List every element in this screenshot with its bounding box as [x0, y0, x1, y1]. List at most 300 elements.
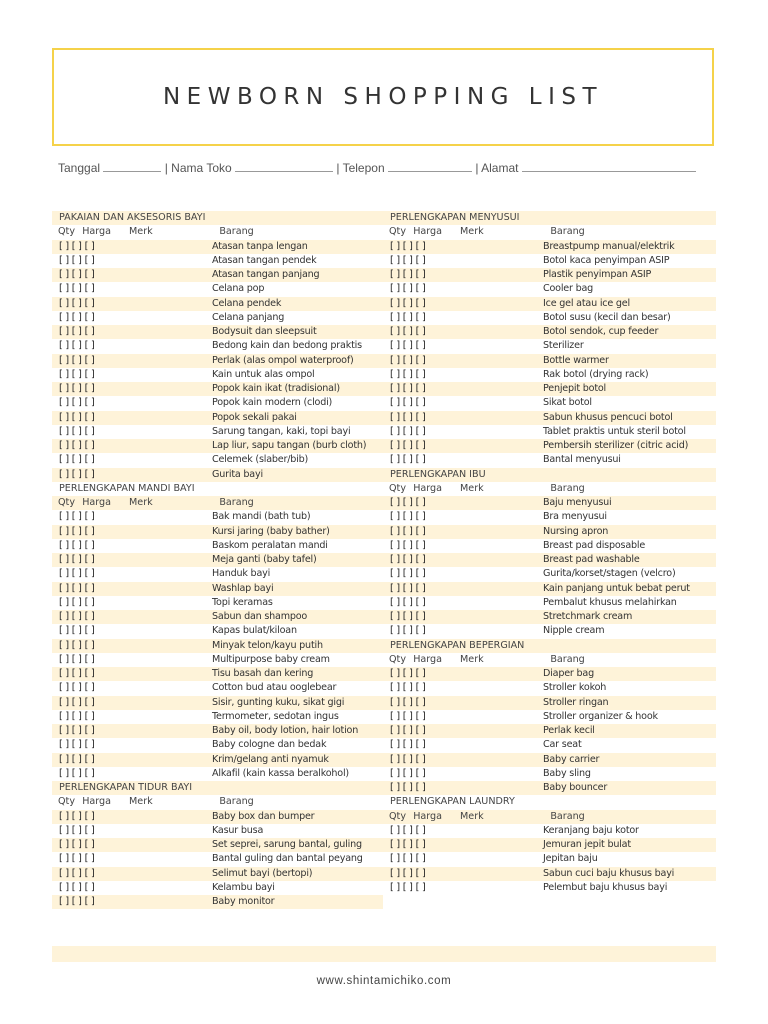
- item-brackets[interactable]: [ ] [ ] [ ]: [390, 497, 426, 508]
- item-brackets[interactable]: [ ] [ ] [ ]: [59, 596, 95, 608]
- header-qty: Qty: [58, 497, 75, 508]
- item-brackets[interactable]: [ ] [ ] [ ]: [59, 767, 95, 779]
- item-name: Celana pendek: [212, 297, 282, 309]
- item-brackets[interactable]: [ ] [ ] [ ]: [390, 582, 426, 594]
- list-item[interactable]: [383, 268, 716, 282]
- list-item[interactable]: [383, 781, 716, 795]
- list-item[interactable]: [52, 881, 383, 895]
- item-brackets[interactable]: [ ] [ ] [ ]: [59, 554, 95, 565]
- header-merk: Merk: [460, 653, 484, 665]
- item-brackets[interactable]: [ ] [ ] [ ]: [59, 411, 95, 423]
- item-brackets[interactable]: [ ] [ ] [ ]: [59, 269, 95, 280]
- list-item[interactable]: [383, 354, 716, 368]
- item-name: Cooler bag: [543, 283, 594, 295]
- list-item[interactable]: [383, 282, 716, 296]
- item-brackets[interactable]: [ ] [ ] [ ]: [59, 824, 95, 836]
- item-brackets[interactable]: [ ] [ ] [ ]: [390, 881, 426, 893]
- item-brackets[interactable]: [ ] [ ] [ ]: [59, 383, 95, 394]
- item-brackets[interactable]: [ ] [ ] [ ]: [390, 839, 426, 850]
- list-item[interactable]: [383, 525, 716, 539]
- list-item[interactable]: [52, 610, 383, 624]
- nama-toko-field[interactable]: [235, 161, 333, 172]
- item-name: Topi keramas: [212, 596, 273, 608]
- list-item[interactable]: [52, 411, 383, 425]
- item-brackets[interactable]: [ ] [ ] [ ]: [390, 340, 426, 352]
- item-brackets[interactable]: [ ] [ ] [ ]: [59, 368, 95, 380]
- list-item[interactable]: [383, 339, 716, 353]
- item-name: Baby sling: [543, 767, 591, 779]
- list-item[interactable]: [383, 453, 716, 467]
- list-item[interactable]: [52, 425, 383, 439]
- item-brackets[interactable]: [ ] [ ] [ ]: [59, 582, 95, 594]
- list-item[interactable]: [383, 240, 716, 254]
- list-item[interactable]: [383, 767, 716, 781]
- item-name: Celemek (slaber/bib): [212, 454, 309, 466]
- header-harga: Harga: [413, 226, 443, 238]
- list-item[interactable]: [52, 382, 383, 396]
- item-name: Stroller ringan: [543, 696, 609, 708]
- item-name: Sabun khusus pencuci botol: [543, 411, 673, 423]
- list-item[interactable]: [52, 852, 383, 866]
- item-brackets[interactable]: [ ] [ ] [ ]: [390, 725, 426, 736]
- item-brackets[interactable]: [ ] [ ] [ ]: [390, 326, 426, 337]
- header-qty: Qty: [389, 810, 406, 822]
- section-title: PERLENGKAPAN MANDI BAYI: [59, 482, 195, 494]
- left-column: [52, 211, 383, 909]
- header-barang: Barang: [219, 796, 254, 808]
- item-name: Bedong kain dan bedong praktis: [212, 340, 362, 352]
- list-item[interactable]: [383, 881, 716, 895]
- item-brackets[interactable]: [ ] [ ] [ ]: [390, 297, 426, 309]
- list-item[interactable]: [52, 838, 383, 852]
- header-harga: Harga: [82, 497, 112, 508]
- list-item[interactable]: [383, 724, 716, 738]
- item-brackets[interactable]: [ ] [ ] [ ]: [59, 326, 95, 337]
- item-name: Botol susu (kecil dan besar): [543, 311, 671, 323]
- item-name: Baby oil, body lotion, hair lotion: [212, 725, 359, 736]
- item-brackets[interactable]: [ ] [ ] [ ]: [59, 682, 95, 694]
- item-brackets[interactable]: [ ] [ ] [ ]: [59, 311, 95, 323]
- list-item[interactable]: [383, 311, 716, 325]
- item-brackets[interactable]: [ ] [ ] [ ]: [59, 568, 95, 580]
- list-item[interactable]: [383, 254, 716, 268]
- item-brackets[interactable]: [ ] [ ] [ ]: [59, 525, 95, 537]
- list-item[interactable]: [383, 867, 716, 881]
- item-name: Sikat botol: [543, 397, 592, 409]
- list-item[interactable]: [383, 368, 716, 382]
- column-header: [383, 810, 716, 824]
- item-name: Popok kain modern (clodi): [212, 397, 333, 409]
- item-name: Bantal menyusui: [543, 454, 621, 466]
- tanggal-label: Tanggal: [58, 161, 101, 175]
- item-name: Sisir, gunting kuku, sikat gigi: [212, 696, 345, 708]
- item-name: Rak botol (drying rack): [543, 368, 649, 380]
- list-item[interactable]: [52, 311, 383, 325]
- item-brackets[interactable]: [ ] [ ] [ ]: [59, 425, 95, 437]
- header-merk: Merk: [460, 226, 484, 238]
- list-item[interactable]: [383, 667, 716, 681]
- column-header: [383, 653, 716, 667]
- list-item[interactable]: [383, 696, 716, 710]
- header-qty: Qty: [389, 653, 406, 665]
- item-brackets[interactable]: [ ] [ ] [ ]: [390, 696, 426, 708]
- item-name: Kain panjang untuk bebat perut: [543, 582, 690, 594]
- list-item[interactable]: [52, 368, 383, 382]
- item-brackets[interactable]: [ ] [ ] [ ]: [59, 696, 95, 708]
- list-item[interactable]: [52, 453, 383, 467]
- item-brackets[interactable]: [ ] [ ] [ ]: [390, 853, 426, 865]
- item-brackets[interactable]: [ ] [ ] [ ]: [59, 867, 95, 879]
- item-name: Kelambu bayi: [212, 881, 275, 893]
- list-item[interactable]: [383, 510, 716, 524]
- item-name: Penjepit botol: [543, 383, 607, 394]
- item-name: Baby carrier: [543, 753, 600, 765]
- item-name: Kain untuk alas ompol: [212, 368, 315, 380]
- item-name: Pelembut baju khusus bayi: [543, 881, 668, 893]
- item-brackets[interactable]: [ ] [ ] [ ]: [59, 653, 95, 665]
- item-name: Kapas bulat/kiloan: [212, 625, 297, 637]
- item-name: Meja ganti (baby tafel): [212, 554, 317, 565]
- item-brackets[interactable]: [ ] [ ] [ ]: [59, 710, 95, 722]
- list-item[interactable]: [52, 767, 383, 781]
- list-item[interactable]: [383, 852, 716, 866]
- list-item[interactable]: [52, 339, 383, 353]
- item-brackets[interactable]: [ ] [ ] [ ]: [59, 639, 95, 651]
- list-item[interactable]: [52, 724, 383, 738]
- list-item[interactable]: [383, 297, 716, 311]
- item-brackets[interactable]: [ ] [ ] [ ]: [59, 440, 95, 451]
- header-barang: Barang: [550, 226, 585, 238]
- item-name: Celana pop: [212, 283, 265, 295]
- list-item[interactable]: [52, 824, 383, 838]
- header-harga: Harga: [413, 482, 443, 494]
- item-brackets[interactable]: [ ] [ ] [ ]: [390, 454, 426, 466]
- item-brackets[interactable]: [ ] [ ] [ ]: [59, 896, 95, 907]
- list-item[interactable]: [383, 553, 716, 567]
- list-item[interactable]: [52, 282, 383, 296]
- list-item[interactable]: [383, 411, 716, 425]
- item-name: Krim/gelang anti nyamuk: [212, 753, 329, 765]
- header-merk: Merk: [129, 226, 153, 238]
- item-brackets[interactable]: [ ] [ ] [ ]: [59, 539, 95, 551]
- list-item[interactable]: [52, 525, 383, 539]
- item-name: Stretchmark cream: [543, 611, 633, 622]
- item-brackets[interactable]: [ ] [ ] [ ]: [59, 511, 95, 523]
- item-name: Ice gel atau ice gel: [543, 297, 630, 309]
- list-item[interactable]: [383, 738, 716, 752]
- item-brackets[interactable]: [ ] [ ] [ ]: [59, 340, 95, 352]
- item-brackets[interactable]: [ ] [ ] [ ]: [390, 368, 426, 380]
- item-brackets[interactable]: [ ] [ ] [ ]: [390, 397, 426, 409]
- item-name: Gurita/korset/stagen (velcro): [543, 568, 676, 580]
- item-name: Keranjang baju kotor: [543, 824, 639, 836]
- item-brackets[interactable]: [ ] [ ] [ ]: [390, 625, 426, 637]
- list-item[interactable]: [52, 268, 383, 282]
- item-name: Baskom peralatan mandi: [212, 539, 328, 551]
- item-name: Kursi jaring (baby bather): [212, 525, 330, 537]
- title-box: [52, 48, 714, 146]
- item-brackets[interactable]: [ ] [ ] [ ]: [390, 269, 426, 280]
- list-item[interactable]: [383, 496, 716, 510]
- item-brackets[interactable]: [ ] [ ] [ ]: [59, 668, 95, 679]
- header-barang: Barang: [219, 497, 254, 508]
- alamat-label: | Alamat: [475, 161, 519, 175]
- item-name: Pembalut khusus melahirkan: [543, 596, 677, 608]
- list-item[interactable]: [52, 696, 383, 710]
- list-item[interactable]: [52, 596, 383, 610]
- item-brackets[interactable]: [ ] [ ] [ ]: [390, 411, 426, 423]
- item-name: Sabun cuci baju khusus bayi: [543, 867, 675, 879]
- item-brackets[interactable]: [ ] [ ] [ ]: [390, 283, 426, 295]
- item-name: Popok sekali pakai: [212, 411, 297, 423]
- section-title: PERLENGKAPAN MENYUSUI: [383, 211, 716, 225]
- item-name: Bantal guling dan bantal peyang: [212, 853, 363, 865]
- item-name: Perlak (alas ompol waterproof): [212, 354, 354, 366]
- header-merk: Merk: [460, 810, 484, 822]
- header-harga: Harga: [413, 810, 443, 822]
- item-name: Jemuran jepit bulat: [543, 839, 631, 850]
- item-name: Baby monitor: [212, 896, 275, 907]
- item-brackets[interactable]: [ ] [ ] [ ]: [390, 240, 426, 252]
- column-header: [383, 482, 716, 496]
- list-item[interactable]: [52, 325, 383, 339]
- list-item[interactable]: [52, 710, 383, 724]
- item-brackets[interactable]: [ ] [ ] [ ]: [390, 511, 426, 523]
- header-harga: Harga: [413, 653, 443, 665]
- item-brackets[interactable]: [ ] [ ] [ ]: [390, 611, 426, 622]
- item-brackets[interactable]: [ ] [ ] [ ]: [390, 383, 426, 394]
- list-item[interactable]: [383, 582, 716, 596]
- item-name: Atasan tangan panjang: [212, 269, 320, 280]
- item-name: Baju menyusui: [543, 497, 612, 508]
- list-item[interactable]: [52, 539, 383, 553]
- item-brackets[interactable]: [ ] [ ] [ ]: [390, 710, 426, 722]
- header-harga: Harga: [82, 796, 112, 808]
- item-name: Nipple cream: [543, 625, 605, 637]
- item-name: Botol sendok, cup feeder: [543, 326, 659, 337]
- section-title: PERLENGKAPAN BEPERGIAN: [383, 639, 716, 653]
- item-name: Tisu basah dan kering: [212, 668, 314, 679]
- list-item[interactable]: [52, 439, 383, 453]
- alamat-field[interactable]: [522, 161, 696, 172]
- item-name: Lap liur, sapu tangan (burb cloth): [212, 440, 367, 451]
- item-brackets[interactable]: [ ] [ ] [ ]: [59, 468, 95, 480]
- item-brackets[interactable]: [ ] [ ] [ ]: [59, 839, 95, 850]
- item-brackets[interactable]: [ ] [ ] [ ]: [390, 767, 426, 779]
- list-item[interactable]: [383, 710, 716, 724]
- item-brackets[interactable]: [ ] [ ] [ ]: [59, 753, 95, 765]
- section-title: PERLENGKAPAN LAUNDRY: [390, 796, 515, 808]
- item-name: Cotton bud atau ooglebear: [212, 682, 337, 694]
- item-brackets[interactable]: [ ] [ ] [ ]: [390, 782, 426, 793]
- item-brackets[interactable]: [ ] [ ] [ ]: [390, 440, 426, 451]
- list-item[interactable]: [383, 396, 716, 410]
- item-name: Bodysuit dan sleepsuit: [212, 326, 317, 337]
- item-brackets[interactable]: [ ] [ ] [ ]: [59, 739, 95, 751]
- item-brackets[interactable]: [ ] [ ] [ ]: [59, 297, 95, 309]
- header-qty: Qty: [58, 796, 75, 808]
- item-brackets[interactable]: [ ] [ ] [ ]: [390, 568, 426, 580]
- list-item[interactable]: [52, 867, 383, 881]
- item-name: Stroller organizer & hook: [543, 710, 658, 722]
- footer-url[interactable]: www.shintamichiko.com: [316, 975, 452, 987]
- header-barang: Barang: [550, 810, 585, 822]
- header-barang: Barang: [550, 482, 585, 494]
- column-header: [52, 496, 383, 510]
- header-harga: Harga: [82, 226, 112, 238]
- list-item[interactable]: [52, 468, 383, 482]
- item-brackets[interactable]: [ ] [ ] [ ]: [59, 810, 95, 822]
- item-name: Sabun dan shampoo: [212, 611, 308, 622]
- item-brackets[interactable]: [ ] [ ] [ ]: [390, 311, 426, 323]
- list-item[interactable]: [383, 439, 716, 453]
- item-name: Jepitan baju: [543, 853, 598, 865]
- item-name: Termometer, sedotan ingus: [212, 710, 339, 722]
- list-item[interactable]: [383, 596, 716, 610]
- list-item[interactable]: [383, 753, 716, 767]
- list-item[interactable]: [52, 254, 383, 268]
- item-name: Stroller kokoh: [543, 682, 607, 694]
- item-name: Alkafil (kain kassa beralkohol): [212, 767, 349, 779]
- item-name: Washlap bayi: [212, 582, 274, 594]
- item-brackets[interactable]: [ ] [ ] [ ]: [59, 240, 95, 252]
- item-brackets[interactable]: [ ] [ ] [ ]: [390, 668, 426, 679]
- section-title: PAKAIAN DAN AKSESORIS BAYI: [52, 211, 383, 225]
- item-name: Sterilizer: [543, 340, 584, 352]
- item-name: Baby box dan bumper: [212, 810, 315, 822]
- item-name: Perlak kecil: [543, 725, 595, 736]
- header-merk: Merk: [129, 497, 153, 508]
- list-item[interactable]: [52, 738, 383, 752]
- item-name: Breastpump manual/elektrik: [543, 240, 675, 252]
- header-qty: Qty: [389, 226, 406, 238]
- item-brackets[interactable]: [ ] [ ] [ ]: [390, 354, 426, 366]
- list-item[interactable]: [383, 567, 716, 581]
- item-name: Pembersih sterilizer (citric acid): [543, 440, 689, 451]
- list-item[interactable]: [383, 325, 716, 339]
- list-item[interactable]: [52, 895, 383, 909]
- item-brackets[interactable]: [ ] [ ] [ ]: [59, 625, 95, 637]
- item-name: Tablet praktis untuk steril botol: [543, 425, 686, 437]
- item-name: Bra menyusui: [543, 511, 607, 523]
- item-brackets[interactable]: [ ] [ ] [ ]: [390, 596, 426, 608]
- header-merk: Merk: [129, 796, 153, 808]
- right-column: [383, 211, 716, 895]
- list-item[interactable]: [383, 610, 716, 624]
- list-item[interactable]: [52, 653, 383, 667]
- item-name: Breast pad washable: [543, 554, 640, 565]
- nama-toko-label: | Nama Toko: [164, 161, 232, 175]
- item-name: Handuk bayi: [212, 568, 271, 580]
- item-name: Bak mandi (bath tub): [212, 511, 311, 523]
- list-item[interactable]: [383, 824, 716, 838]
- header-barang: Barang: [550, 653, 585, 665]
- item-name: Multipurpose baby cream: [212, 653, 330, 665]
- list-item[interactable]: [52, 639, 383, 653]
- list-item[interactable]: [383, 681, 716, 695]
- item-name: Botol kaca penyimpan ASIP: [543, 254, 670, 266]
- list-item[interactable]: [52, 624, 383, 638]
- list-item[interactable]: [52, 240, 383, 254]
- column-header: [383, 225, 716, 239]
- list-item[interactable]: [383, 539, 716, 553]
- item-brackets[interactable]: [ ] [ ] [ ]: [390, 254, 426, 266]
- item-brackets[interactable]: [ ] [ ] [ ]: [59, 354, 95, 366]
- item-name: Baby bouncer: [543, 782, 608, 793]
- section-title: PERLENGKAPAN IBU: [383, 468, 716, 482]
- telepon-field[interactable]: [388, 161, 472, 172]
- item-brackets[interactable]: [ ] [ ] [ ]: [390, 425, 426, 437]
- list-item[interactable]: [52, 681, 383, 695]
- column-header: [52, 795, 383, 809]
- item-name: Celana panjang: [212, 311, 285, 323]
- footer-bar: [52, 946, 716, 962]
- item-name: Gurita bayi: [212, 468, 263, 480]
- list-item[interactable]: [52, 396, 383, 410]
- item-brackets[interactable]: [ ] [ ] [ ]: [59, 283, 95, 295]
- item-brackets[interactable]: [ ] [ ] [ ]: [390, 539, 426, 551]
- item-name: Popok kain ikat (tradisional): [212, 383, 340, 394]
- item-name: Sarung tangan, kaki, topi bayi: [212, 425, 351, 437]
- item-brackets[interactable]: [ ] [ ] [ ]: [390, 753, 426, 765]
- list-item[interactable]: [383, 425, 716, 439]
- list-item[interactable]: [52, 753, 383, 767]
- list-item[interactable]: [52, 567, 383, 581]
- item-brackets[interactable]: [ ] [ ] [ ]: [59, 454, 95, 466]
- header-barang: Barang: [219, 226, 254, 238]
- section-title: PERLENGKAPAN TIDUR BAYI: [52, 781, 383, 795]
- item-brackets[interactable]: [ ] [ ] [ ]: [59, 397, 95, 409]
- item-brackets[interactable]: [ ] [ ] [ ]: [390, 824, 426, 836]
- list-item[interactable]: [52, 667, 383, 681]
- info-line: [58, 161, 714, 175]
- item-brackets[interactable]: [ ] [ ] [ ]: [390, 682, 426, 694]
- item-brackets[interactable]: [ ] [ ] [ ]: [390, 525, 426, 537]
- list-item[interactable]: [52, 354, 383, 368]
- item-brackets[interactable]: [ ] [ ] [ ]: [59, 853, 95, 865]
- item-name: Kasur busa: [212, 824, 264, 836]
- list-item[interactable]: [52, 510, 383, 524]
- item-name: Minyak telon/kayu putih: [212, 639, 323, 651]
- list-item[interactable]: [52, 553, 383, 567]
- list-item[interactable]: [52, 582, 383, 596]
- item-brackets[interactable]: [ ] [ ] [ ]: [390, 867, 426, 879]
- item-name: Plastik penyimpan ASIP: [543, 269, 652, 280]
- item-name: Diaper bag: [543, 668, 594, 679]
- item-name: Atasan tanpa lengan: [212, 240, 308, 252]
- list-item[interactable]: [52, 810, 383, 824]
- header-merk: Merk: [460, 482, 484, 494]
- list-item[interactable]: [52, 297, 383, 311]
- item-brackets[interactable]: [ ] [ ] [ ]: [59, 611, 95, 622]
- header-qty: Qty: [389, 482, 406, 494]
- item-brackets[interactable]: [ ] [ ] [ ]: [59, 725, 95, 736]
- list-item[interactable]: [383, 624, 716, 638]
- item-brackets[interactable]: [ ] [ ] [ ]: [390, 739, 426, 751]
- item-name: Selimut bayi (bertopi): [212, 867, 313, 879]
- tanggal-field[interactable]: [103, 161, 161, 172]
- list-item[interactable]: [383, 838, 716, 852]
- item-name: Car seat: [543, 739, 582, 751]
- item-brackets[interactable]: [ ] [ ] [ ]: [59, 881, 95, 893]
- item-brackets[interactable]: [ ] [ ] [ ]: [390, 554, 426, 565]
- item-name: Set seprei, sarung bantal, guling: [212, 839, 362, 850]
- list-item[interactable]: [383, 382, 716, 396]
- item-brackets[interactable]: [ ] [ ] [ ]: [59, 254, 95, 266]
- column-header: [52, 225, 383, 239]
- item-name: Baby cologne dan bedak: [212, 739, 327, 751]
- telepon-label: | Telepon: [336, 161, 385, 175]
